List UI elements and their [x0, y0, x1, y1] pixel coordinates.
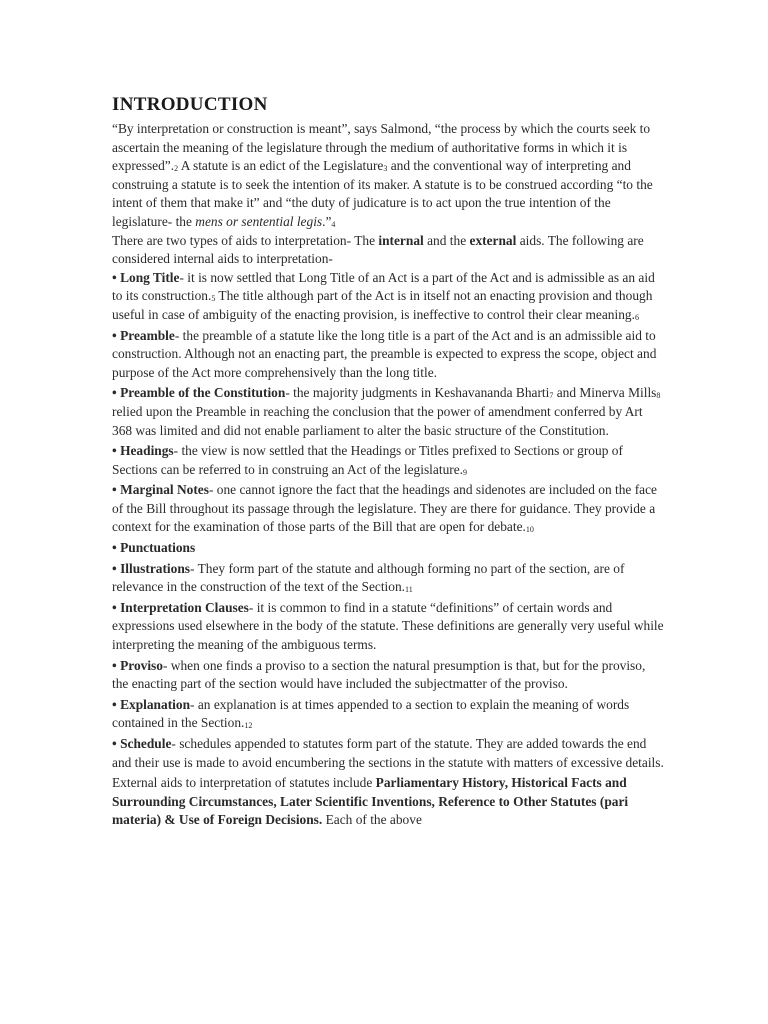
bullet-icon: • [112, 269, 117, 285]
intro-text-4: .” [322, 213, 332, 229]
item-term: Marginal Notes [120, 482, 209, 498]
bullet-icon: • [112, 560, 117, 576]
list-item-schedule [112, 735, 664, 772]
list-item-proviso [112, 657, 664, 694]
footnote-ref: 6 [634, 312, 639, 322]
item-term: Preamble of the Constitution [120, 385, 286, 401]
intro-italic-phrase: mens or sentential legis [195, 213, 323, 229]
list-item-long-title [112, 269, 664, 325]
item-term: Headings [120, 443, 174, 459]
aids-types-text-2: and the [423, 232, 470, 248]
intro-text-3: and the conventional way of interpreting and construing a statute is to seek the intention of its maker. A statute is to be construed according “to the intent of them that make it” and “the duty of judicature is to act upon the true intention of the legislature- the [112, 158, 653, 229]
item-term: Interpretation Clauses [120, 599, 249, 615]
item-term: Long Title [120, 269, 180, 285]
page-title: INTRODUCTION [112, 94, 268, 115]
list-item-preamble [112, 327, 664, 383]
bullet-icon: • [112, 540, 117, 556]
external-term: external [469, 232, 517, 248]
bullet-icon: • [112, 327, 117, 343]
item-text: - it is common to find in a statute “definitions” of certain words and expressions used elsewhere in the body of the statute. These definitions are generally very useful while interpreting the meaning of the ambiguous terms. [112, 599, 664, 653]
aids-types-text-1: There are two types of aids to interpretation- The [112, 232, 379, 248]
item-text-2: and Minerva Mills [553, 385, 657, 401]
bullet-icon: • [112, 736, 117, 751]
item-term: Proviso [120, 657, 163, 673]
item-text-3: relied upon the Preamble in reaching the conclusion that the power of amendment conferred by Art 368 was limited and did not enable parliament to alter the basic structure of the Constitution. [112, 403, 643, 438]
list-item-punctuations [112, 539, 664, 558]
list-item-preamble-constitution [112, 384, 664, 440]
item-text: - They form part of the statute and although forming no part of the section, are of relevance in the construction of the text of the Section. [112, 560, 625, 595]
list-item-illustrations [112, 560, 664, 597]
external-aids-text-1: External aids to interpretation of statutes include [112, 775, 376, 791]
list-item-headings [112, 442, 664, 479]
bullet-icon: • [112, 482, 117, 498]
footnote-ref-3: 3 [383, 164, 388, 174]
item-text-2: The title although part of the Act is in itself not an enacting provision and though useful in case of ambiguity of the enacting provision, is ineffective to control their clear meaning. [112, 288, 653, 322]
item-term: Schedule [120, 736, 172, 751]
external-aids-paragraph [112, 774, 664, 830]
intro-paragraph [112, 120, 664, 232]
footnote-ref: 9 [463, 467, 468, 477]
item-term: Punctuations [120, 540, 196, 556]
intro-text-1: “By interpretation or construction is meant”, says Salmond, “the process by which the courts seek to ascertain the meaning of the legislature through the medium of authoritative forms in which it is expressed”. [112, 121, 651, 174]
item-text: - schedules appended to statutes form part of the statute. They are added towards the end and their use is made to avoid encumbering the sections in the statute with matters of excessive details. [112, 736, 664, 770]
aids-types-paragraph [112, 232, 664, 269]
item-text: - the preamble of a statute like the long title is a part of the Act and is an admissible aid to construction. Although not an enacting part, the preamble is expected to express the scope, object and purpose of the Act more comprehensively than the long title. [112, 327, 657, 380]
internal-term: internal [378, 232, 424, 248]
item-text: - the majority judgments in Keshavananda Bharti [285, 385, 550, 401]
aids-types-text-3: aids. The following are considered internal aids to interpretation- [112, 232, 644, 267]
document-page [112, 92, 664, 830]
intro-text-2: A statute is an edict of the Legislature [178, 158, 384, 174]
item-term: Illustrations [120, 560, 191, 576]
list-item-explanation [112, 696, 664, 733]
item-text: - when one finds a proviso to a section the natural presumption is that, but for the proviso, the enacting part of the section would have included the subjectmatter of the proviso. [112, 657, 646, 692]
item-text: - it is now settled that Long Title of an Act is a part of the Act and is admissible as an aid to its construction. [112, 269, 655, 304]
item-term: Explanation [120, 696, 191, 712]
footnote-ref: 5 [211, 294, 216, 304]
footnote-ref: 12 [244, 721, 253, 731]
item-text: - one cannot ignore the fact that the headings and sidenotes are included on the face of the Bill throughout its passage through the legislature. They are there for guidance. They provide a context for the examination of those parts of the Bill that are open for debate. [112, 482, 657, 535]
footnote-ref: 8 [656, 391, 661, 401]
item-text: - an explanation is at times appended to a section to explain the meaning of words contained in the Section. [112, 696, 630, 731]
item-term: Preamble [120, 327, 175, 343]
bullet-icon: • [112, 696, 117, 712]
footnote-ref-2: 2 [174, 164, 179, 174]
footnote-ref: 11 [405, 585, 413, 595]
list-item-marginal-notes [112, 481, 664, 537]
footnote-ref: 7 [549, 391, 554, 401]
list-item-interpretation-clauses [112, 599, 664, 655]
bullet-icon: • [112, 657, 117, 673]
bullet-icon: • [112, 385, 117, 401]
bullet-icon: • [112, 443, 117, 459]
external-aids-bold: Parliamentary History, Historical Facts and Surrounding Circumstances, Later Scientific Inventions, Reference to Other Statutes (pari materia) & Use of Foreign Decisions. [112, 775, 629, 828]
footnote-ref: 10 [525, 525, 534, 535]
external-aids-text-2: Each of the above [322, 812, 422, 828]
bullet-icon: • [112, 599, 117, 615]
footnote-ref-4: 4 [331, 219, 336, 229]
item-text: - the view is now settled that the Headings or Titles prefixed to Sections or group of Sections can be referred to in construing an Act of the legislature. [112, 443, 623, 477]
